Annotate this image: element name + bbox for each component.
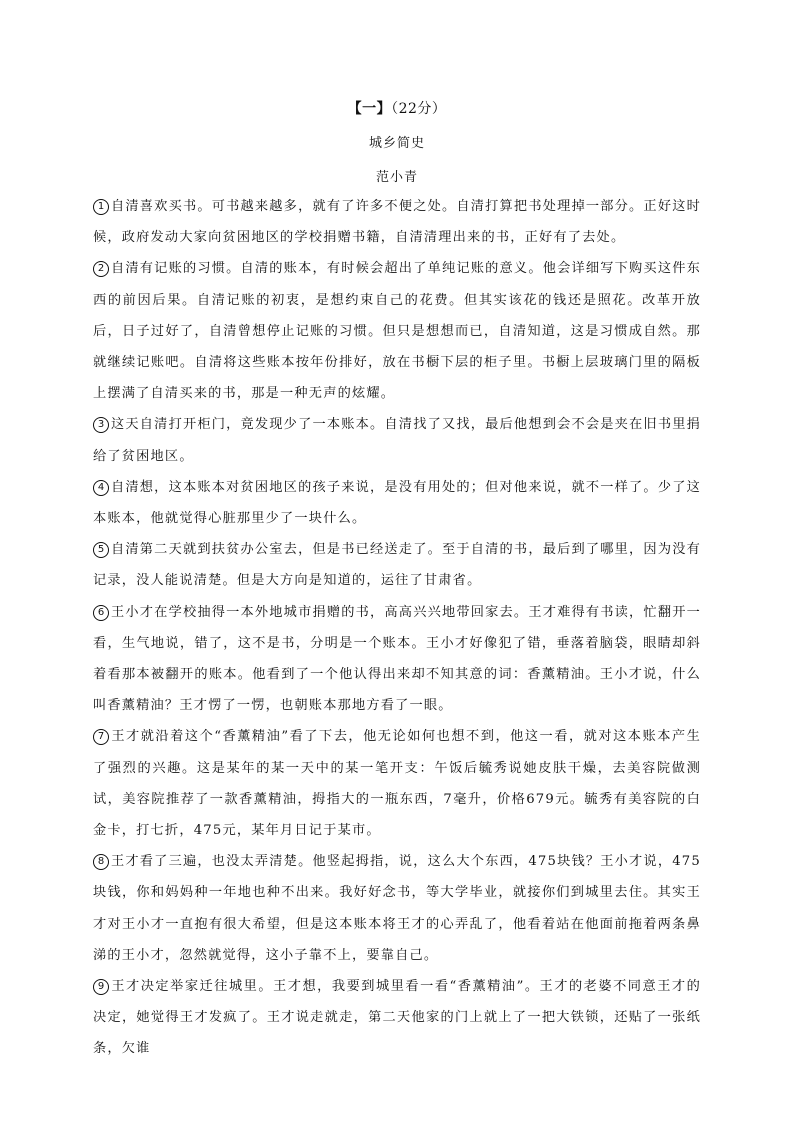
paragraph-number: 8 bbox=[93, 854, 109, 870]
paragraph-number: 1 bbox=[93, 199, 109, 215]
article-author: 范小青 bbox=[375, 170, 418, 185]
paragraph-5 bbox=[93, 534, 701, 596]
paragraph-7 bbox=[93, 721, 701, 846]
paragraph-number: 5 bbox=[93, 542, 109, 558]
paragraph-number: 6 bbox=[93, 605, 109, 621]
paragraph-3 bbox=[93, 409, 701, 471]
paragraph-4 bbox=[93, 472, 701, 534]
paragraph-text: 自清有记账的习惯。自清的账本，有时候会超出了单纯记账的意义。他会详细写下购买这件东西的前因后果。自清记账的初衷，是想约束自己的花费。但其实该花的钱还是照花。改革开放后，日子过好了，自清曾想停止记账的习惯。但只是想想而已，自清知道，这是习惯成自然。那就继续记账吧。自清将这些账本按年份排好，放在书橱下层的柜子里。书橱上层玻璃门里的隔板上摆满了自清买来的书，那是一种无声的炫耀。 bbox=[93, 261, 701, 402]
paragraph-text: 自清第二天就到扶贫办公室去，但是书已经送走了。至于自清的书，最后到了哪里，因为没有记录，没人能说清楚。但是大方向是知道的，运往了甘肃省。 bbox=[93, 542, 701, 589]
paragraph-text: 自清想，这本账本对贫困地区的孩子来说，是没有用处的；但对他来说，就不一样了。少了这本账本，他就觉得心脏那里少了一块什么。 bbox=[93, 479, 701, 527]
paragraph-text: 王才就沿着这个“香薰精油”看了下去，他无论如何也想不到，他这一看，就对这本账本产生了强烈的兴趣。这是某年的某一天中的某一笔开支：午饭后毓秀说她皮肤干燥，去美容院做测试，美容院推荐了一款香薰精油，拇指大的一瓶东西，7毫升，价格679元。毓秀有美容院的白金卡，打七折，475元，某年月日记于某市。 bbox=[93, 729, 701, 839]
paragraph-1 bbox=[93, 191, 701, 253]
paragraph-number: 3 bbox=[93, 417, 109, 433]
paragraph-9 bbox=[93, 971, 701, 1065]
section-header bbox=[0, 98, 794, 118]
paragraph-2 bbox=[93, 253, 701, 409]
paragraph-8 bbox=[93, 846, 701, 971]
paragraph-text: 王小才在学校抽得一本外地城市捐赠的书，高高兴兴地带回家去。王才难得有书读，忙翻开一看，生气地说，错了，这不是书，分明是一个账本。王小才好像犯了错，垂落着脑袋，眼睛却斜着看那本被翻开的账本。他看到了一个他认得出来却不知其意的词：香薰精油。王小才说，什么叫香薰精油？王才愣了一愣，也朝账本那地方看了一眼。 bbox=[93, 604, 701, 714]
paragraph-text: 王才决定举家迁往城里。王才想，我要到城里看一看“香薰精油”。王才的老婆不同意王才的决定，她觉得王才发疯了。王才说走就走，第二天他家的门上就上了一把大铁锁，还贴了一张纸条，欠谁 bbox=[93, 979, 701, 1057]
section-score: （22分） bbox=[391, 101, 447, 117]
paragraph-number: 7 bbox=[93, 729, 109, 745]
paragraph-number: 9 bbox=[93, 979, 109, 995]
paragraph-text: 这天自清打开柜门，竟发现少了一本账本。自清找了又找，最后他想到会不会是夹在旧书里捐给了贫困地区。 bbox=[93, 417, 701, 464]
section-number: 【一】 bbox=[347, 101, 392, 117]
paragraph-number: 4 bbox=[93, 480, 109, 496]
article-title: 城乡简史 bbox=[368, 136, 425, 151]
paragraph-text: 自清喜欢买书。可书越来越多，就有了许多不便之处。自清打算把书处理掉一部分。正好这时候，政府发动大家向贫困地区的学校捐赠书籍，自清清理出来的书，正好有了去处。 bbox=[93, 199, 701, 246]
paragraph-6 bbox=[93, 597, 701, 722]
paragraph-number: 2 bbox=[93, 261, 109, 277]
paragraph-text: 王才看了三遍，也没太弄清楚。他竖起拇指，说，这么大个东西，475块钱？王小才说，475块钱，你和妈妈种一年地也种不出来。我好好念书，等大学毕业，就接你们到城里去住。其实王才对王小才一直抱有很大希望，但是这本账本将王才的心弄乱了，他看着站在他面前拖着两条鼻涕的王小才，忽然就觉得，这小子靠不上，要靠自己。 bbox=[93, 854, 701, 963]
article-body bbox=[93, 191, 701, 1065]
